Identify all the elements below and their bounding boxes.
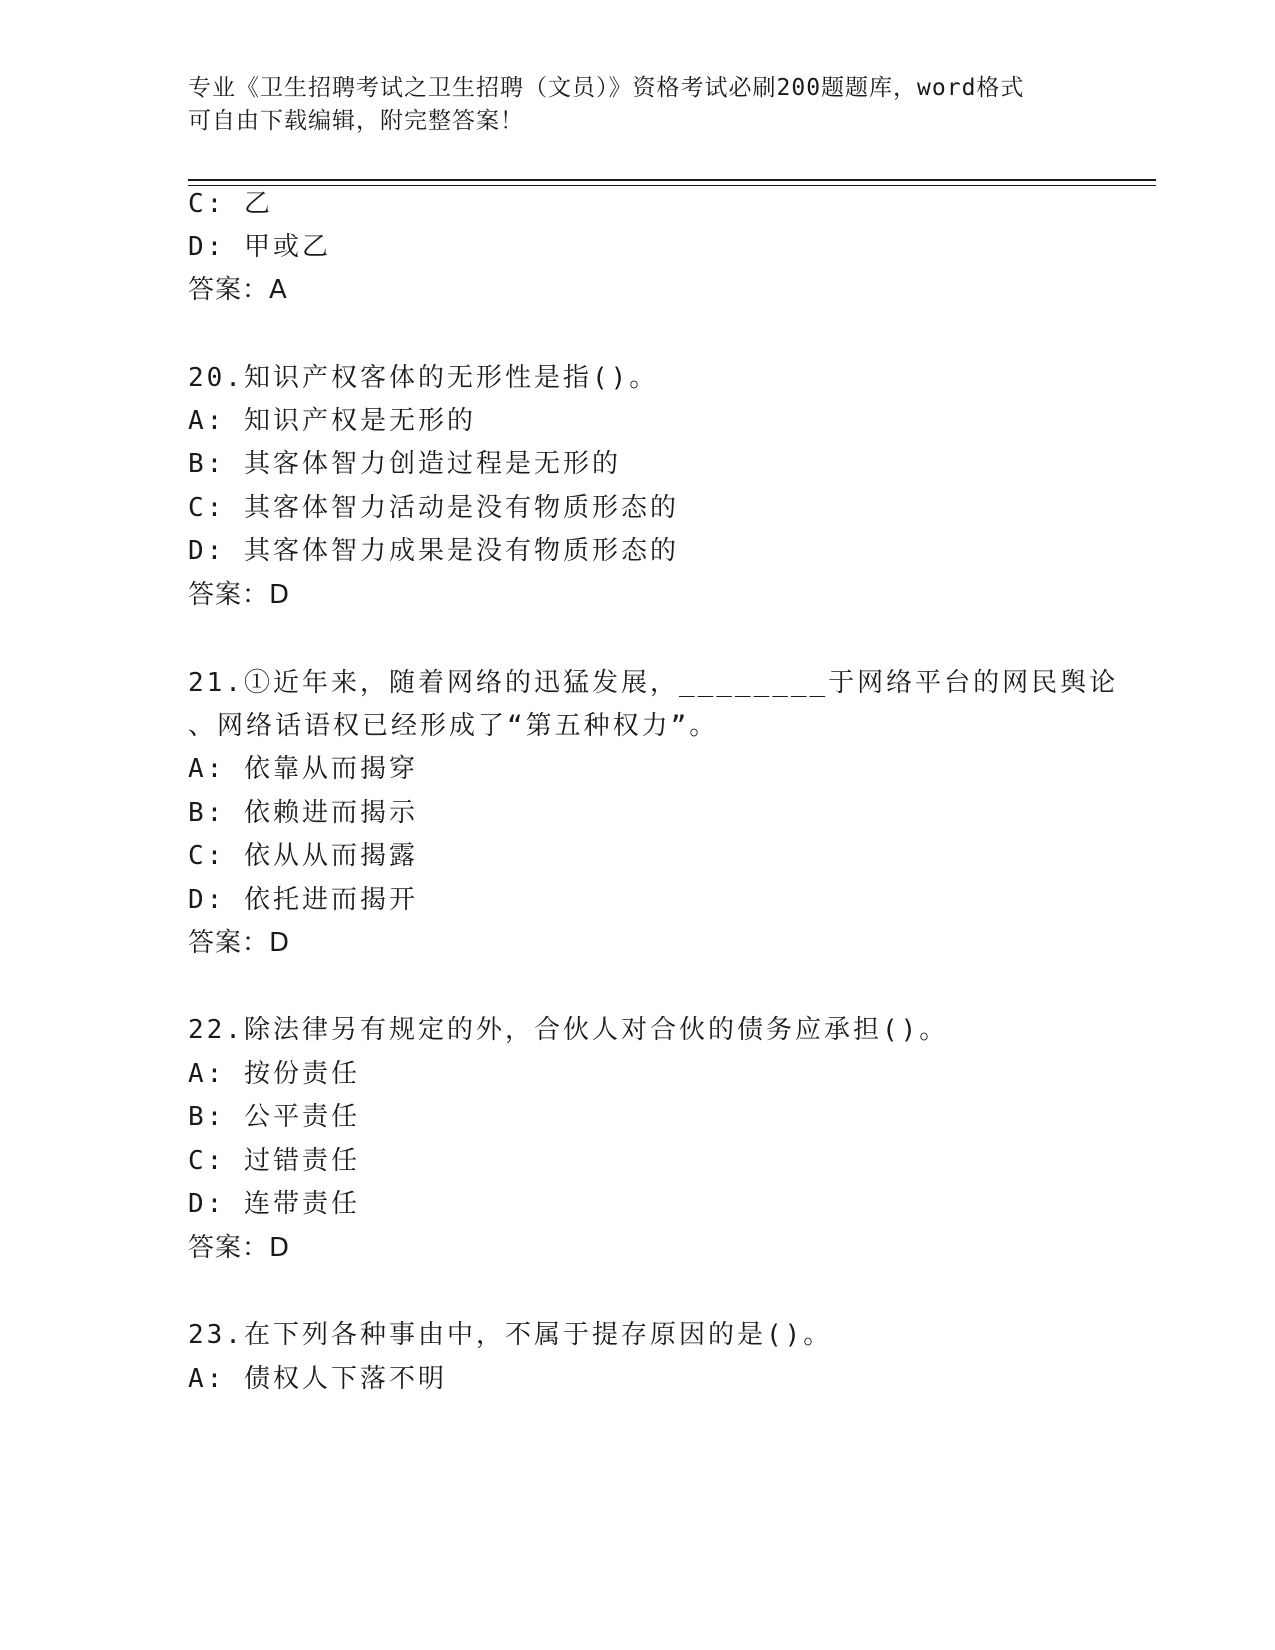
header-divider-thin xyxy=(188,185,1156,186)
q21-option-c: C: 依从从而揭露 xyxy=(188,841,418,871)
prev-option-c: C: 乙 xyxy=(188,189,273,219)
q22-option-d: D: 连带责任 xyxy=(188,1189,360,1219)
q20-option-c: C: 其客体智力活动是没有物质形态的 xyxy=(188,493,679,523)
q21-option-b: B: 依赖进而揭示 xyxy=(188,798,418,828)
q23-stem: 23.在下列各种事由中，不属于提存原因的是()。 xyxy=(188,1320,833,1350)
q20-option-b: B: 其客体智力创造过程是无形的 xyxy=(188,449,621,479)
prev-answer: 答案：A xyxy=(188,275,288,305)
prev-option-d: D: 甲或乙 xyxy=(188,232,331,262)
q21-stem-line-2: 、网络话语权已经形成了“第五种权力”。 xyxy=(188,711,719,741)
q20-stem: 20.知识产权客体的无形性是指()。 xyxy=(188,363,659,393)
q20-option-d: D: 其客体智力成果是没有物质形态的 xyxy=(188,536,679,566)
document-header xyxy=(188,72,1088,138)
header-line-1: 专业《卫生招聘考试之卫生招聘（文员）》资格考试必刷200题题库，word格式 xyxy=(188,75,1025,101)
header-divider-thick xyxy=(188,179,1156,181)
q20-answer: 答案：D xyxy=(188,580,291,610)
q22-stem: 22.除法律另有规定的外，合伙人对合伙的债务应承担()。 xyxy=(188,1015,949,1045)
q21-option-d: D: 依托进而揭开 xyxy=(188,885,418,915)
q21-stem-line-1: 21.①近年来，随着网络的迅猛发展，________于网络平台的网民舆论 xyxy=(188,668,1119,698)
q21-answer: 答案：D xyxy=(188,928,291,958)
q23-option-a: A: 债权人下落不明 xyxy=(188,1364,447,1394)
q22-option-b: B: 公平责任 xyxy=(188,1102,360,1132)
q22-option-c: C: 过错责任 xyxy=(188,1146,360,1176)
q22-option-a: A: 按份责任 xyxy=(188,1059,360,1089)
q22-answer: 答案：D xyxy=(188,1233,291,1263)
q21-option-a: A: 依靠从而揭穿 xyxy=(188,754,418,784)
q20-option-a: A: 知识产权是无形的 xyxy=(188,406,476,436)
header-line-2: 可自由下载编辑，附完整答案！ xyxy=(188,108,524,134)
